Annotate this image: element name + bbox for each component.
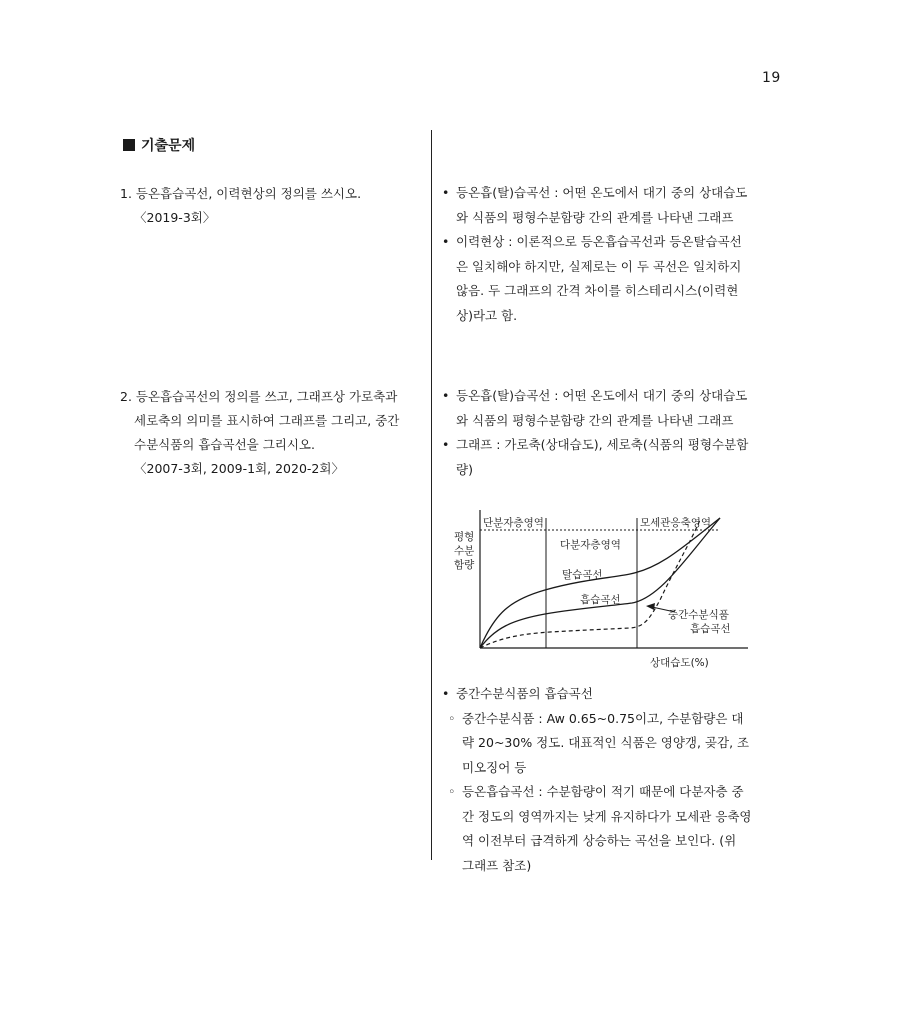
answer-2-bullet-1: 등온흡(탈)습곡선 : 어떤 온도에서 대기 중의 상대습도와 식품의 평형수분함량 간의 관계를 나타낸 그래프	[456, 388, 748, 428]
square-bullet-icon	[123, 139, 135, 151]
question-2-line-3: 수분식품의 흡습곡선을 그리시오.	[134, 437, 315, 452]
section-title: 기출문제	[141, 138, 196, 154]
list-item	[442, 384, 752, 433]
region-label-multilayer: 다분자층영역	[560, 539, 621, 551]
section-heading	[123, 135, 195, 155]
region-label-capillary: 모세관응축영역	[640, 517, 712, 529]
region-label-monolayer: 단분자층영역	[483, 517, 544, 529]
answer-2-sub-2: 등온흡습곡선 : 수분함량이 적기 때문에 다분자층 중간 정도의 영역까지는 낮게 유지하다가 모세관 응축영역 이전부터 급격하게 상승하는 곡선을 보인다. (위 그래프 참조)	[462, 784, 752, 873]
annotation-line-1: 중간수분식품	[668, 609, 729, 621]
answer-2-bullet-3: 중간수분식품의 흡습곡선	[456, 686, 593, 701]
answer-2-continued	[442, 682, 752, 878]
question-1-ref: 〈2019-3회〉	[134, 210, 216, 225]
isotherm-graph	[450, 508, 750, 673]
series-label-adsorption: 흡습곡선	[580, 594, 621, 606]
list-item	[442, 780, 752, 878]
x-axis-label: 상대습도(%)	[650, 657, 709, 669]
list-item	[442, 433, 752, 482]
arrowhead-icon	[646, 603, 655, 610]
bullet-icon: •	[442, 437, 450, 452]
bullet-icon: •	[442, 234, 450, 249]
answer-1-bullet-2: 이력현상 : 이론적으로 등온흡습곡선과 등온탈습곡선은 일치해야 하지만, 실제로는 이 두 곡선은 일치하지 않음. 두 그래프의 간격 차이를 히스테리시스(이력현상)라고 함.	[456, 234, 742, 323]
annotation-line-2: 흡습곡선	[690, 623, 731, 635]
y-axis-label-line-3: 함량	[454, 559, 475, 571]
series-label-desorption: 탈습곡선	[562, 569, 603, 581]
sub-bullet-icon: ◦	[448, 784, 456, 799]
list-item	[442, 181, 752, 230]
page-number: 19	[762, 70, 781, 86]
question-1-text: 1. 등온흡습곡선, 이력현상의 정의를 쓰시오.	[120, 186, 362, 201]
adsorption-curve	[480, 518, 720, 648]
question-2	[120, 385, 422, 481]
answer-2	[442, 384, 752, 482]
list-item	[442, 682, 752, 707]
question-2-line-2: 세로축의 의미를 표시하여 그래프를 그리고, 중간	[134, 413, 400, 428]
answer-1	[442, 181, 752, 328]
sub-bullet-icon: ◦	[448, 710, 456, 726]
answer-1-bullet-1: 등온흡(탈)습곡선 : 어떤 온도에서 대기 중의 상대습도와 식품의 평형수분함량 간의 관계를 나타낸 그래프	[456, 185, 748, 225]
y-axis-label-line-1: 평형	[454, 531, 475, 543]
question-2-ref: 〈2007-3회, 2009-1회, 2020-2회〉	[134, 461, 344, 476]
bullet-icon: •	[442, 388, 450, 403]
column-divider	[431, 130, 432, 860]
question-1	[120, 182, 422, 230]
y-axis-label-line-2: 수분	[454, 545, 475, 557]
answer-2-sub-1: 중간수분식품 : Aw 0.65~0.75이고, 수분함량은 대략 20~30% 정도. 대표적인 식품은 영양갱, 곶감, 조미오징어 등	[462, 710, 750, 775]
list-item	[442, 230, 752, 328]
question-2-line-1: 2. 등온흡습곡선의 정의를 쓰고, 그래프상 가로축과	[120, 389, 398, 404]
bullet-icon: •	[442, 185, 450, 200]
answer-2-bullet-2: 그래프 : 가로축(상대습도), 세로축(식품의 평형수분함량)	[456, 437, 749, 477]
desorption-curve	[480, 518, 720, 648]
bullet-icon: •	[442, 686, 450, 701]
list-item	[442, 707, 752, 781]
